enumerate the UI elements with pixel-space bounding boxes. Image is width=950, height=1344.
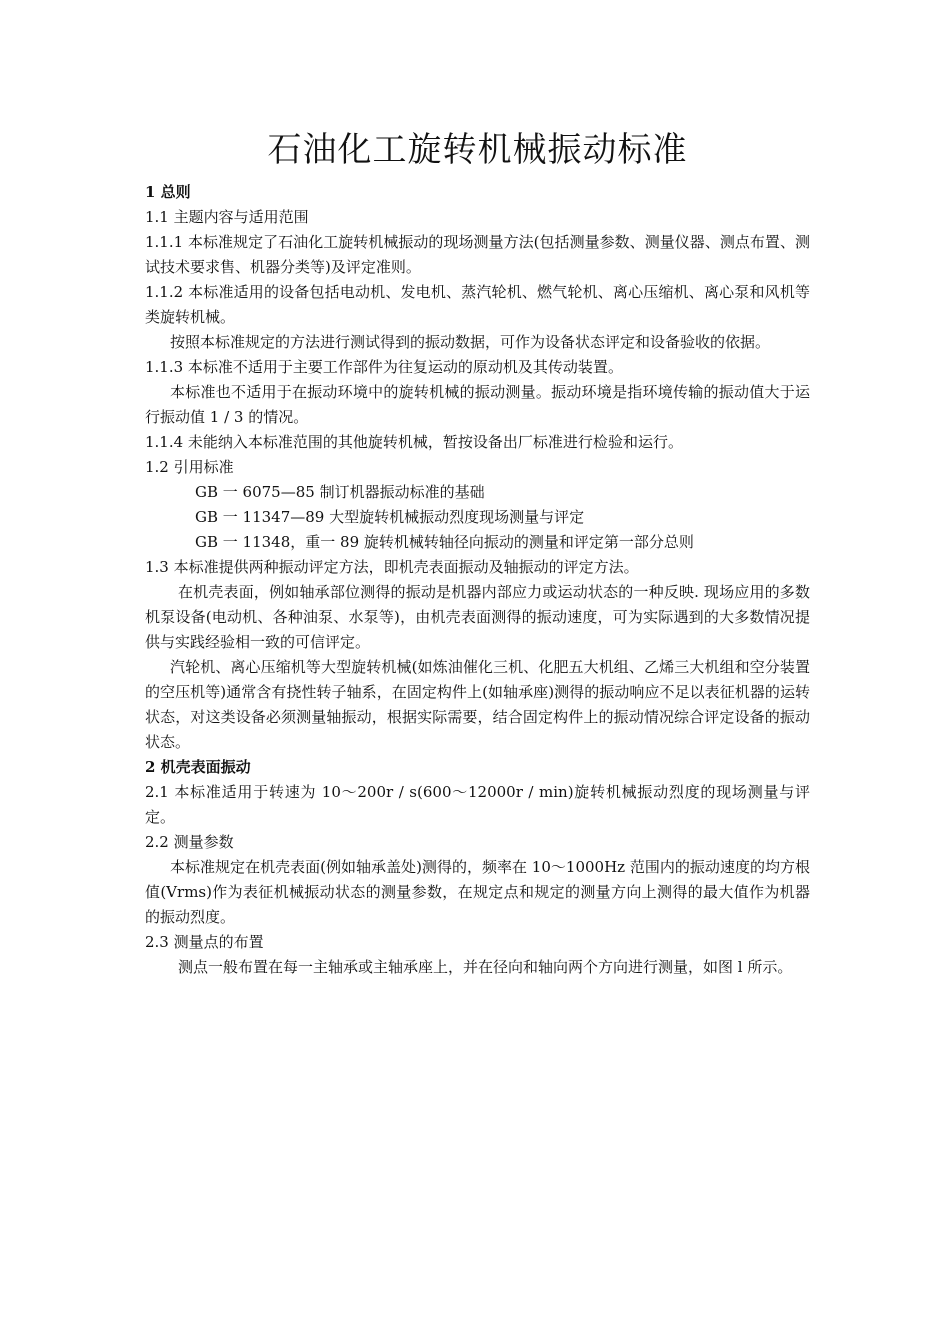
- paragraph-2-2: 本标准规定在机壳表面(例如轴承盖处)测得的，频率在 10～1000Hz 范围内的振动速度的均方根值(Vrms)作为表征机械振动状态的测量参数，在规定点和规定的测量方向上测得的最大值作为机器的振动烈度。: [145, 858, 810, 926]
- page-title: 石油化工旋转机械振动标准: [267, 130, 688, 170]
- paragraph-1-1-2-cont: 按照本标准规定的方法进行测试得到的振动数据，可作为设备状态评定和设备验收的依据。: [170, 333, 771, 351]
- subsection-heading-1-2: 1.2 引用标准: [145, 458, 234, 476]
- paragraph-1-1-3: 1.1.3 本标准不适用于主要工作部件为往复运动的原动机及其传动装置。: [145, 358, 623, 376]
- reference-item: GB 一 11347—89 大型旋转机械振动烈度现场测量与评定: [195, 508, 585, 526]
- reference-item: GB 一 6075—85 制订机器振动标准的基础: [195, 483, 485, 501]
- paragraph-2-3: 测点一般布置在每一主轴承或主轴承座上，并在径向和轴向两个方向进行测量，如图 l 所示。: [178, 958, 793, 976]
- section-heading-1: 1 总则: [145, 183, 191, 201]
- paragraph-1-3: 1.3 本标准提供两种振动评定方法，即机壳表面振动及轴振动的评定方法。: [145, 558, 639, 576]
- section-heading-2: 2 机壳表面振动: [145, 758, 251, 776]
- paragraph-1-1-2: 1.1.2 本标准适用的设备包括电动机、发电机、蒸汽轮机、燃气轮机、离心压缩机、离心泵和风机等类旋转机械。: [145, 283, 810, 326]
- paragraph-1-3-cont: 在机壳表面，例如轴承部位测得的振动是机器内部应力或运动状态的一种反映. 现场应用的多数机泵设备(电动机、各种油泵、水泵等)，由机壳表面测得的振动速度，可为实际遇到的大多数情况提供与实践经验相一致的可信评定。: [145, 583, 810, 651]
- paragraph-1-3-cont-2: 汽轮机、离心压缩机等大型旋转机械(如炼油催化三机、化肥五大机组、乙烯三大机组和空分装置的空压机等)通常含有挠性转子轴系，在固定构件上(如轴承座)测得的振动响应不足以表征机器的运转状态，对这类设备必须测量轴振动，根据实际需要，结合固定构件上的振动情况综合评定设备的振动状态。: [145, 658, 810, 751]
- paragraph-2-1: 2.1 本标准适用于转速为 10～200r / s(600～12000r / min)旋转机械振动烈度的现场测量与评定。: [145, 783, 810, 826]
- paragraph-1-1-4: 1.1.4 未能纳入本标准范围的其他旋转机械，暂按设备出厂标准进行检验和运行。: [145, 433, 683, 451]
- subsection-heading-2-2: 2.2 测量参数: [145, 833, 234, 851]
- subsection-heading-1-1: 1.1 主题内容与适用范围: [145, 208, 309, 226]
- paragraph-1-1-3-cont: 本标准也不适用于在振动环境中的旋转机械的振动测量。振动环境是指环境传输的振动值大于运行振动值 1 / 3 的情况。: [145, 383, 810, 426]
- reference-item: GB 一 11348，重一 89 旋转机械转轴径向振动的测量和评定第一部分总则: [195, 533, 694, 551]
- paragraph-1-1-1: 1.1.1 本标准规定了石油化工旋转机械振动的现场测量方法(包括测量参数、测量仪器、测点布置、测试技术要求售、机器分类等)及评定准则。: [145, 233, 810, 276]
- subsection-heading-2-3: 2.3 测量点的布置: [145, 933, 264, 951]
- document-body: [145, 128, 810, 980]
